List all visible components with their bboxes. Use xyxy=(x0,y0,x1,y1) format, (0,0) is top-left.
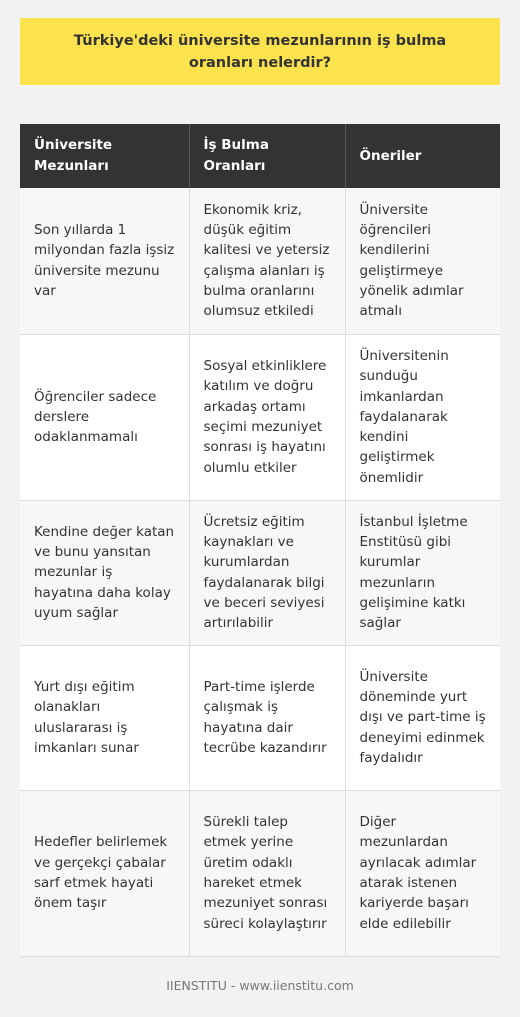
table-cell: Üniversitenin sunduğu imkanlardan faydalanarak kendini geliştirmek önemlidir xyxy=(345,334,500,500)
column-header-graduates: Üniversite Mezunları xyxy=(20,124,189,188)
table-row xyxy=(20,334,500,500)
column-header-employment-rates: İş Bulma Oranları xyxy=(189,124,345,188)
table-cell: Part-time işlerde çalışmak iş hayatına dair tecrübe kazandırır xyxy=(189,645,345,790)
table-cell: Kendine değer katan ve bunu yansıtan mezunlar iş hayatına daha kolay uyum sağlar xyxy=(20,500,189,645)
data-table xyxy=(20,124,500,957)
table-cell: Sürekli talep etmek yerine üretim odaklı hareket etmek mezuniyet sonrası süreci kolaylaştırır xyxy=(189,790,345,956)
table-cell: Üniversite öğrencileri kendilerini geliştirmeye yönelik adımlar atmalı xyxy=(345,188,500,334)
table-cell: Ücretsiz eğitim kaynakları ve kurumlardan faydalanarak bilgi ve beceri seviyesi artırılabilir xyxy=(189,500,345,645)
table-cell: Yurt dışı eğitim olanakları uluslararası iş imkanları sunar xyxy=(20,645,189,790)
table-cell: Son yıllarda 1 milyondan fazla işsiz üniversite mezunu var xyxy=(20,188,189,334)
table-cell: Üniversite döneminde yurt dışı ve part-time iş deneyimi edinmek faydalıdır xyxy=(345,645,500,790)
table-header-row xyxy=(20,124,500,188)
table-cell: Ekonomik kriz, düşük eğitim kalitesi ve yetersiz çalışma alanları iş bulma oranlarını olumsuz etkiledi xyxy=(189,188,345,334)
table-cell: Hedefler belirlemek ve gerçekçi çabalar sarf etmek hayati önem taşır xyxy=(20,790,189,956)
table-cell: Öğrenciler sadece derslere odaklanmamalı xyxy=(20,334,189,500)
table-cell: Diğer mezunlardan ayrılacak adımlar atarak istenen kariyerde başarı elde edilebilir xyxy=(345,790,500,956)
table-row xyxy=(20,645,500,790)
table-cell: İstanbul İşletme Enstitüsü gibi kurumlar mezunların gelişimine katkı sağlar xyxy=(345,500,500,645)
table-cell: Sosyal etkinliklere katılım ve doğru arkadaş ortamı seçimi mezuniyet sonrası iş hayatını olumlu etkiler xyxy=(189,334,345,500)
table-row xyxy=(20,500,500,645)
page-title: Türkiye'deki üniversite mezunlarının iş bulma oranları nelerdir? xyxy=(20,18,500,85)
footer-credit: IIENSTITU - www.iienstitu.com xyxy=(166,978,354,993)
table-row xyxy=(20,790,500,956)
table-row xyxy=(20,188,500,334)
column-header-recommendations: Öneriler xyxy=(345,124,500,188)
